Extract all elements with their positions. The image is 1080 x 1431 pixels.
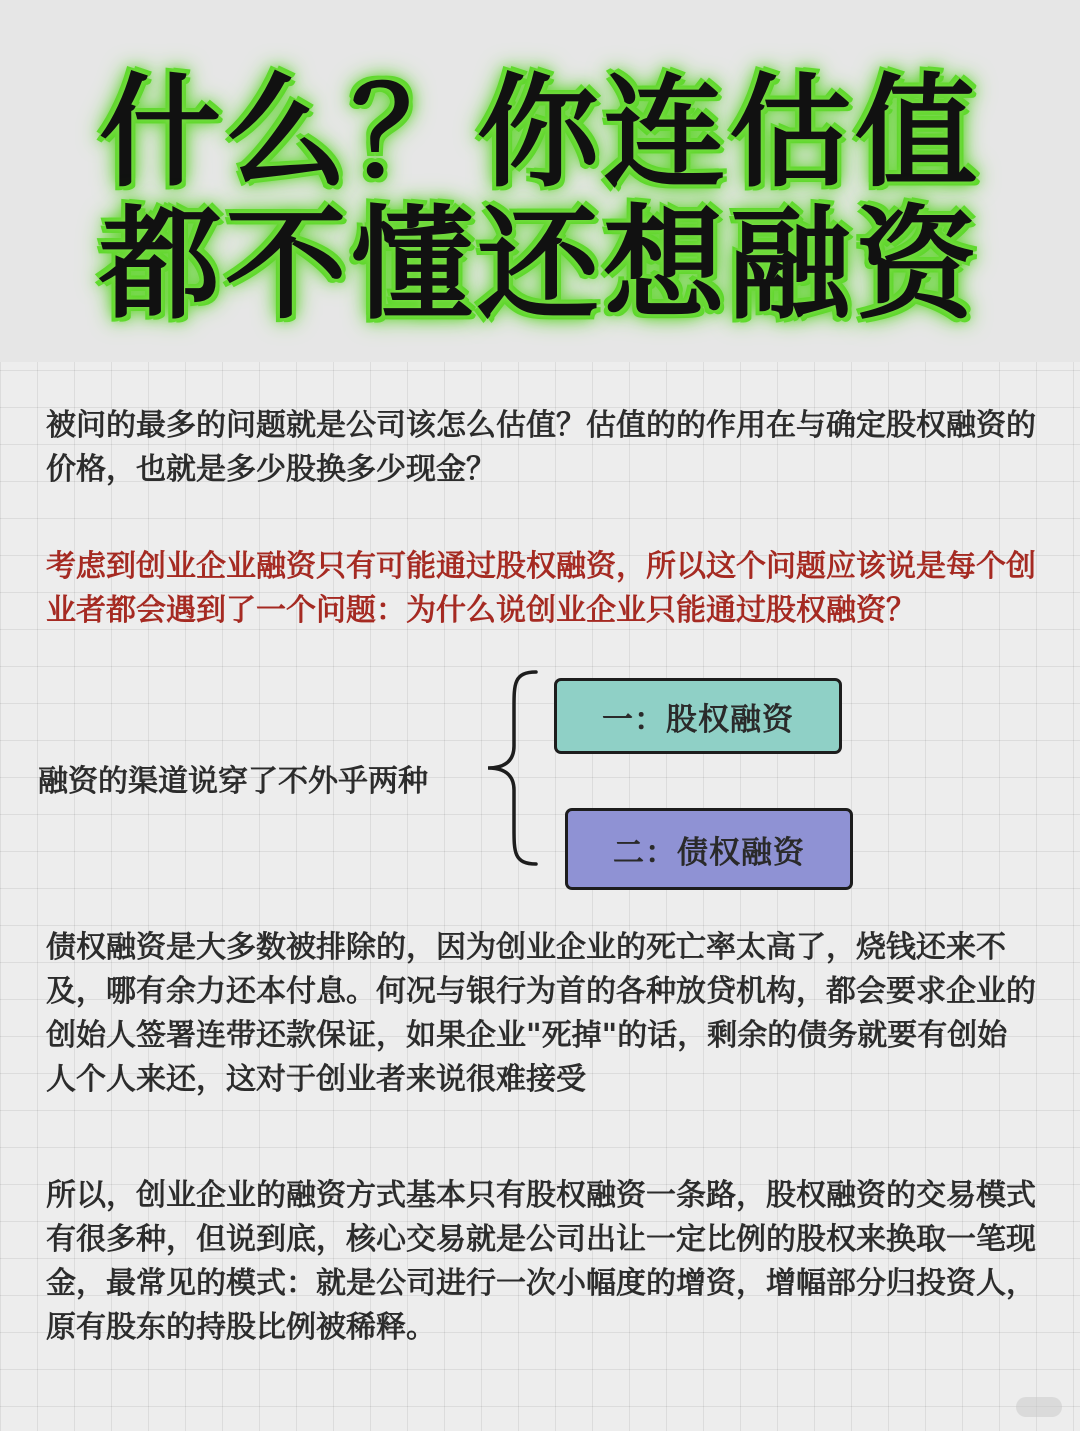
diagram-label: 融资的渠道说穿了不外乎两种 [38, 764, 428, 799]
debt-paragraph: 债权融资是大多数被排除的，因为创业企业的死亡率太高了，烧钱还来不及，哪有余力还本付息。何况与银行为首的各种放贷机构，都会要求企业的创始人签署连带还款保证，如果企业"死掉"的话，剩余的债务就要有创始人个人来还，这对于创业者来说很难接受 [46, 930, 1036, 1097]
equity-financing-box: 一：股权融资 [554, 678, 842, 754]
watermark [1016, 1397, 1062, 1417]
curly-brace-icon [478, 668, 548, 868]
title-line-2: 都不懂还想融资 [99, 194, 981, 336]
conclusion-paragraph: 所以，创业企业的融资方式基本只有股权融资一条路，股权融资的交易模式有很多种，但说到底，核心交易就是公司出让一定比例的股权来换取一笔现金，最常见的模式：就是公司进行一次小幅度的增资，增幅部分归投资人，原有股东的持股比例被稀释。 [46, 1178, 1036, 1345]
highlight-paragraph: 考虑到创业企业融资只有可能通过股权融资，所以这个问题应该说是每个创业者都会遇到了一个问题：为什么说创业企业只能通过股权融资？ [46, 549, 1036, 628]
title-line-1: 什么？你连估值 [99, 62, 981, 204]
intro-paragraph: 被问的最多的问题就是公司该怎么估值？估值的的作用在与确定股权融资的价格，也就是多少股换多少现金？ [46, 408, 1036, 487]
debt-financing-box: 二：债权融资 [565, 808, 853, 890]
